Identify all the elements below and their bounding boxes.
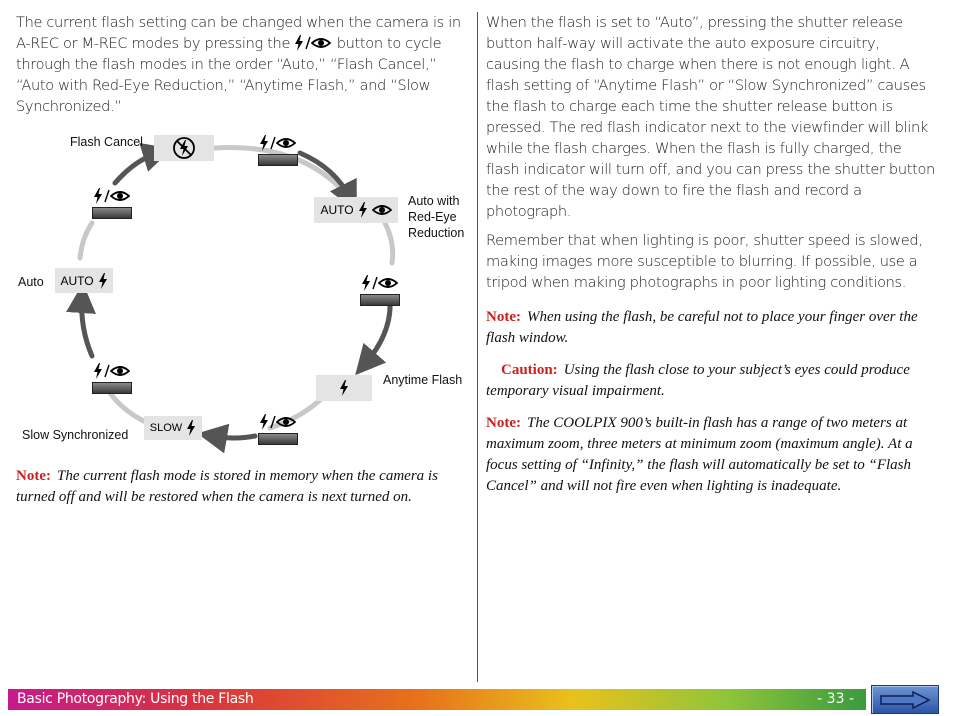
caution-eyes — [486, 360, 936, 402]
mode-box-anytime-flash — [316, 375, 372, 401]
intro-text-start: The current flash setting can be changed when the camera is in A-REC or M-REC modes by pressing the — [16, 14, 461, 52]
footer-bar — [8, 689, 866, 710]
bolt-icon — [98, 273, 108, 289]
left-column — [16, 12, 468, 125]
bolt-icon — [358, 202, 368, 218]
lightning-eye-icon — [361, 275, 399, 291]
arrow-button-to-slow — [212, 436, 255, 438]
mode-text-auto: AUTO — [320, 203, 354, 217]
page-number: - 33 - — [817, 691, 854, 707]
arrow-auto-to-button — [80, 223, 92, 258]
eye-icon — [372, 204, 392, 216]
label-auto: Auto — [18, 275, 44, 289]
button-graphic — [360, 294, 400, 306]
intro-text-end: button to cycle through the flash modes in the order “Auto,” “Flash Cancel,” “Auto with Red-Eye Reduction,” “Anytime Flash,” and “Slow Synchronized.” — [16, 35, 442, 115]
paragraph-auto-flash: When the flash is set to “Auto”, pressing the shutter release button half-way will activate the auto exposure circuitry, causing the flash to charge when there is not enough light. A flash setting of “Anytime Flash” or “Slow Synchronized” causes the flash to charge each time the shutter release button is pressed. The red flash indicator next to the viewfinder will blink while the flash charges. When the flash is fully charged, the flash indicator will turn off, and you can press the shutter button the rest of the way down to fire the flash and record a photograph. — [486, 14, 935, 220]
flash-button-bottom — [258, 414, 298, 445]
mode-box-auto-red-eye — [314, 197, 398, 223]
lightning-eye-icon — [93, 188, 131, 204]
section-title: Basic Photography: Using the Flash — [17, 691, 254, 707]
lightning-eye-icon — [294, 35, 332, 51]
button-graphic — [258, 433, 298, 445]
mode-text-auto: AUTO — [60, 273, 94, 288]
lightning-eye-icon — [93, 363, 131, 379]
label-flash-cancel: Flash Cancel — [70, 135, 143, 149]
arrow-redeye-to-button — [385, 223, 393, 263]
left-note — [16, 466, 468, 519]
right-arrow-icon — [879, 691, 931, 709]
bolt-icon — [339, 380, 349, 396]
caution-text: Using the flash close to your subject’s eyes could produce temporary visual impairment. — [486, 362, 910, 399]
lightning-eye-icon — [259, 135, 297, 151]
flash-button-right-middle — [360, 275, 400, 306]
label-anytime-flash: Anytime Flash — [383, 373, 463, 387]
mode-box-auto — [55, 268, 113, 293]
note-label: Note: — [486, 309, 521, 325]
note-text: The COOLPIX 900’s built-in flash has a range of two meters at maximum zoom, three meters at minimum zoom (maximum angle). At a focus setting of “Infinity,” the flash will automatically be set to “Flash Cancel” and will not fire even when lighting is inadequate. — [486, 415, 913, 494]
lightning-eye-icon — [259, 414, 297, 430]
right-column — [486, 12, 936, 508]
arrow-slow-to-button — [110, 393, 148, 423]
intro-paragraph — [16, 12, 468, 117]
button-graphic — [92, 382, 132, 394]
bolt-icon — [186, 420, 196, 436]
arrow-button-to-cancel — [115, 153, 158, 183]
column-divider — [477, 12, 478, 682]
note-text: The current flash mode is stored in memory when the camera is turned off and will be restored when the camera is next turned on. — [16, 468, 438, 505]
note-flash-range — [486, 413, 936, 497]
arrow-button-to-anytime — [365, 300, 390, 364]
note-finger — [486, 307, 936, 349]
label-slow-synchronized: Slow Synchronized — [22, 428, 129, 442]
flash-button-left-upper — [92, 188, 132, 219]
mode-text-slow: SLOW — [149, 422, 183, 434]
mode-box-flash-cancel — [154, 135, 214, 161]
no-flash-icon — [172, 136, 196, 160]
note-memory — [16, 466, 468, 508]
label-auto-red-eye: Auto with Red-Eye Reduction — [408, 194, 465, 240]
paragraph-poor-lighting: Remember that when lighting is poor, shutter speed is slowed, making images more susceptible to blurring. If possible, use a tripod when making photographs in poor lighting conditions. — [486, 232, 923, 291]
arrow-button-to-auto — [82, 298, 92, 356]
flash-button-top — [258, 135, 298, 166]
note-label: Note: — [16, 468, 51, 484]
note-label: Note: — [486, 415, 521, 431]
note-text: When using the flash, be careful not to place your finger over the flash window. — [486, 309, 918, 346]
mode-box-slow — [144, 416, 202, 440]
button-graphic — [258, 154, 298, 166]
button-graphic — [92, 207, 132, 219]
caution-label: Caution: — [501, 362, 558, 378]
flash-mode-cycle-diagram — [0, 118, 470, 458]
flash-button-left-lower — [92, 363, 132, 394]
next-page-button[interactable] — [871, 685, 939, 714]
